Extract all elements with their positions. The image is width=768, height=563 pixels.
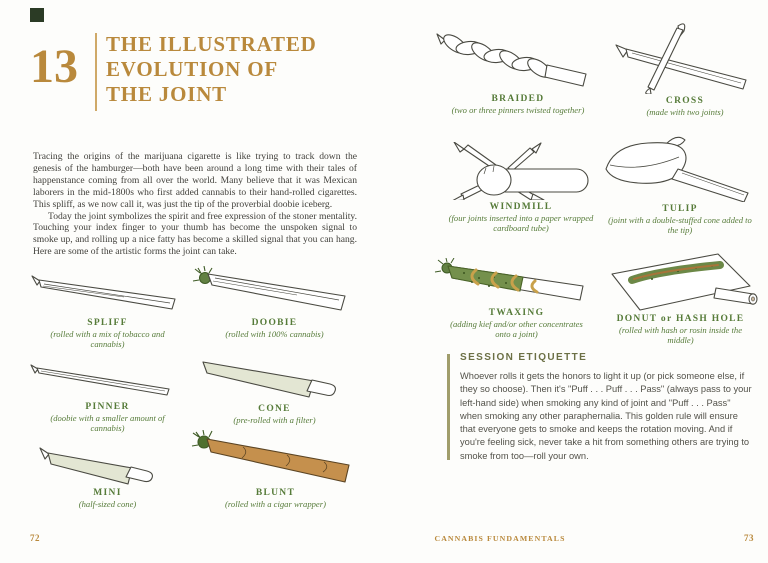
figure-windmill: [436, 142, 606, 233]
figure-twaxing: [434, 258, 599, 339]
page-title: [106, 32, 366, 107]
figure-donut-hash-hole: [598, 250, 763, 345]
sidebar-body-text: Whoever rolls it gets the honors to light it up (or pick someone else, if they so choose). Then it's "Puff . . . Puff . . . Pass" (always pass to your left-hand side) when smoking any kind of joint and "Puff . . . Pass" when smoking any other paraphernalia. This golden rule will ensure that everyone gets to smoke and keeps the rotation moving. And if you're feeling sick, never take a hit from something others are trying to smoke from too—roll your own.: [460, 371, 752, 461]
figure-blunt: [188, 430, 363, 509]
mini-illustration: [33, 444, 183, 486]
session-etiquette-sidebar: [447, 352, 753, 463]
intro-text: [33, 151, 357, 258]
figure-caption: (two or three pinners twisted together): [451, 105, 585, 115]
figure-label: PINNER: [85, 402, 130, 412]
donut-hash-hole-illustration: [598, 250, 763, 312]
figure-caption: (rolled with a mix of tobacco and cannabis): [50, 329, 165, 350]
figure-label: SPLIFF: [87, 318, 128, 328]
cone-illustration: [195, 356, 355, 402]
figure-label: CROSS: [665, 96, 705, 106]
title-divider: [95, 33, 97, 111]
blunt-illustration: [191, 430, 361, 486]
figure-label: DONUT or HASH HOLE: [616, 314, 745, 324]
figure-mini: [25, 444, 190, 509]
figure-caption: (rolled with hash or rosin inside the middle): [618, 325, 743, 346]
figure-caption: (half-sized cone): [78, 499, 137, 509]
running-footer: CANNABIS FUNDAMENTALS: [434, 534, 566, 543]
cross-joint-illustration: [614, 22, 756, 94]
figure-label: BRAIDED: [491, 94, 545, 104]
page-number-right: 73: [744, 533, 754, 543]
figure-label: WINDMILL: [489, 202, 553, 212]
figure-caption: (four joints inserted into a paper wrapped cardboard tube): [448, 213, 594, 234]
figure-cone: [192, 356, 357, 425]
figure-pinner: [25, 362, 190, 433]
figure-cross: [614, 22, 756, 117]
pinner-illustration: [28, 362, 188, 400]
doobie-illustration: [192, 266, 357, 316]
figure-spliff: [25, 272, 190, 349]
figure-label: TWAXING: [488, 308, 545, 318]
figure-tulip: [600, 136, 760, 235]
figure-caption: (rolled with 100% cannabis): [225, 329, 324, 339]
sidebar-heading: SESSION ETIQUETTE: [460, 352, 588, 363]
figure-label: CONE: [258, 404, 291, 414]
figure-label: DOOBIE: [251, 318, 298, 328]
figure-caption: (doobie with a smaller amount of cannabis): [50, 413, 165, 434]
figure-caption: (joint with a double-stuffed cone added to the tip): [608, 215, 752, 236]
figure-label: TULIP: [662, 204, 698, 214]
chapter-tab-marker: [30, 8, 44, 22]
braided-joint-illustration: [433, 32, 603, 92]
title-line: EVOLUTION OF: [106, 57, 278, 81]
intro-paragraph: Today the joint symbolizes the spirit and free expression of the stoner mentality. Touching your index finger to your thumb has become the unspoken signal to smoke up, and rolling up a nice fatty has become a skilled signal that you can hang. Here are some of the artistic forms the joint can take.: [33, 210, 357, 258]
page-number-left: 72: [30, 533, 40, 543]
figure-braided: [432, 32, 604, 115]
figure-label: MINI: [93, 488, 122, 498]
figure-caption: (made with two joints): [646, 107, 724, 117]
figure-caption: (pre-rolled with a filter): [233, 415, 316, 425]
figure-caption: (rolled with a cigar wrapper): [225, 499, 326, 509]
figure-caption: (adding kief and/or other concentrates onto a joint): [450, 319, 583, 340]
title-line: THE JOINT: [106, 82, 227, 106]
chapter-number: 13: [30, 40, 78, 93]
figure-doobie: [192, 266, 357, 339]
tulip-joint-illustration: [600, 136, 760, 202]
title-line: THE ILLUSTRATED: [106, 32, 317, 56]
twaxing-joint-illustration: [434, 258, 599, 306]
intro-paragraph: Tracing the origins of the marijuana cigarette is like trying to track down the genesis of the hamburger—both have been around a long time with their tales of happenstance coming from all over the world. Many believe that it was Mexican laborers in the mid-1800s who first added cannabis to their hand-rolled cigarettes. This spliff, as we now call it, was just the tip of the proverbial doobie iceberg.: [33, 151, 357, 210]
windmill-joint-illustration: [436, 142, 606, 200]
spliff-illustration: [28, 272, 188, 316]
sidebar-rule: [447, 354, 450, 460]
figure-label: BLUNT: [255, 488, 296, 498]
